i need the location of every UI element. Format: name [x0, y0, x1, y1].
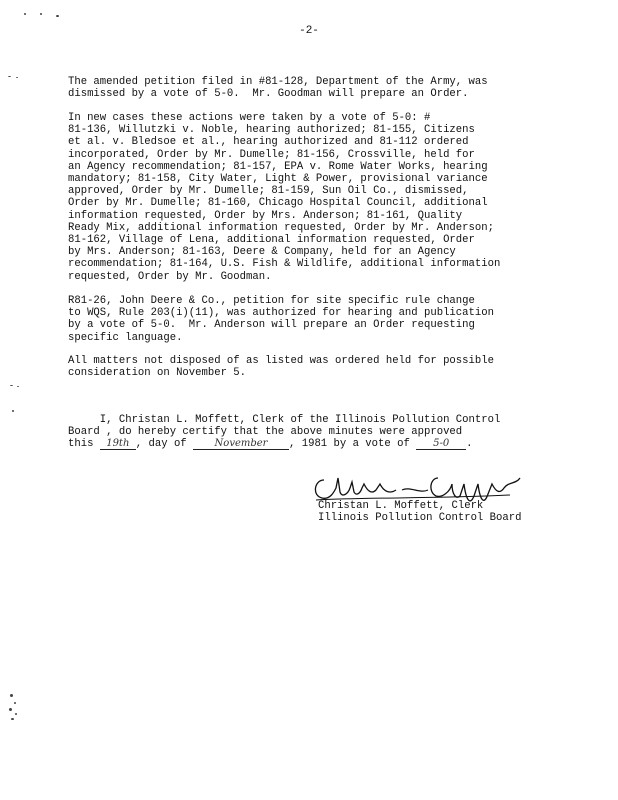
- text-line: R81-26, John Deere & Co., petition for site specific rule change: [68, 295, 475, 307]
- paragraph-matters-held: [68, 355, 568, 379]
- paragraph-john-deere: [68, 295, 568, 344]
- text-line: All matters not disposed of as listed was ordered held for possible: [68, 355, 494, 367]
- scan-speck: [11, 718, 14, 720]
- certification-line: I, Christan L. Moffett, Clerk of the Illinois Pollution Control: [68, 414, 501, 426]
- year-text: , 1981 by a vote of: [289, 438, 410, 451]
- certification-paragraph: [68, 414, 568, 451]
- page-number: -2-: [299, 25, 319, 37]
- month-blank: November: [193, 439, 289, 450]
- text-line: et al. v. Bledsoe et al., hearing authorized and 81-112 ordered: [68, 136, 469, 149]
- scan-speck: [12, 410, 14, 412]
- text-line: approved, Order by Mr. Dumelle; 81-159, Sun Oil Co., dismissed,: [68, 185, 469, 198]
- text-line: mandatory; 81-158, City Water, Light & Power, provisional variance: [68, 173, 488, 186]
- text-line: recommendation; 81-164, U.S. Fish & Wildlife, additional information: [68, 258, 501, 271]
- scan-speck: [56, 15, 59, 17]
- scan-speck: [40, 13, 42, 15]
- text-line: In new cases these actions were taken by a vote of 5-0: #: [68, 112, 431, 124]
- scan-speck: [16, 77, 18, 78]
- scan-speck: [10, 694, 13, 697]
- text-line: consideration on November 5.: [68, 367, 247, 380]
- scan-speck: [17, 386, 19, 387]
- this-text: this: [68, 438, 94, 451]
- scan-speck: [15, 713, 17, 715]
- scan-speck: [9, 708, 12, 711]
- text-line: by Mrs. Anderson; 81-163, Deere & Company, held for an Agency: [68, 246, 456, 259]
- day-of-text: , day of: [135, 438, 187, 451]
- scan-speck: [8, 76, 11, 77]
- scan-speck: [14, 702, 16, 704]
- paragraph-new-cases: [68, 112, 568, 283]
- signature-name: Christan L. Moffett, Clerk: [318, 500, 484, 512]
- certification-line-3: [68, 438, 568, 450]
- text-line: incorporated, Order by Mr. Dumelle; 81-156, Crossville, held for: [68, 148, 475, 161]
- text-line: Ready Mix, additional information requested, Order by Mr. Anderson;: [68, 221, 494, 234]
- text-line: an Agency recommendation; 81-157, EPA v. Rome Water Works, hearing: [68, 160, 488, 173]
- vote-blank: 5-0: [416, 439, 466, 450]
- paragraph-amended-petition: [68, 76, 568, 100]
- scan-speck: [24, 13, 26, 15]
- text-line: requested, Order by Mr. Goodman.: [68, 270, 272, 283]
- signature-block: [310, 470, 580, 530]
- text-line: The amended petition filed in #81-128, Department of the Army, was: [68, 76, 488, 88]
- text-line: dismissed by a vote of 5-0. Mr. Goodman will prepare an Order.: [68, 88, 469, 101]
- text-line: Order by Mr. Dumelle; 81-160, Chicago Hospital Council, additional: [68, 197, 488, 210]
- signature-title: Illinois Pollution Control Board: [318, 512, 522, 524]
- text-line: 81-136, Willutzki v. Noble, hearing authorized; 81-155, Citizens: [68, 124, 475, 137]
- text-line: information requested, Order by Mrs. Anderson; 81-161, Quality: [68, 209, 463, 222]
- text-line: to WQS, Rule 203(i)(11), was authorized for hearing and publication: [68, 307, 494, 320]
- text-line: specific language.: [68, 331, 183, 344]
- scan-speck: [10, 385, 13, 386]
- certification-line: Board , do hereby certify that the above minutes were approved: [68, 426, 463, 439]
- end-text: .: [466, 438, 473, 451]
- text-line: by a vote of 5-0. Mr. Anderson will prepare an Order requesting: [68, 319, 475, 332]
- text-line: 81-162, Village of Lena, additional information requested, Order: [68, 234, 475, 247]
- day-blank: 19th: [100, 439, 136, 450]
